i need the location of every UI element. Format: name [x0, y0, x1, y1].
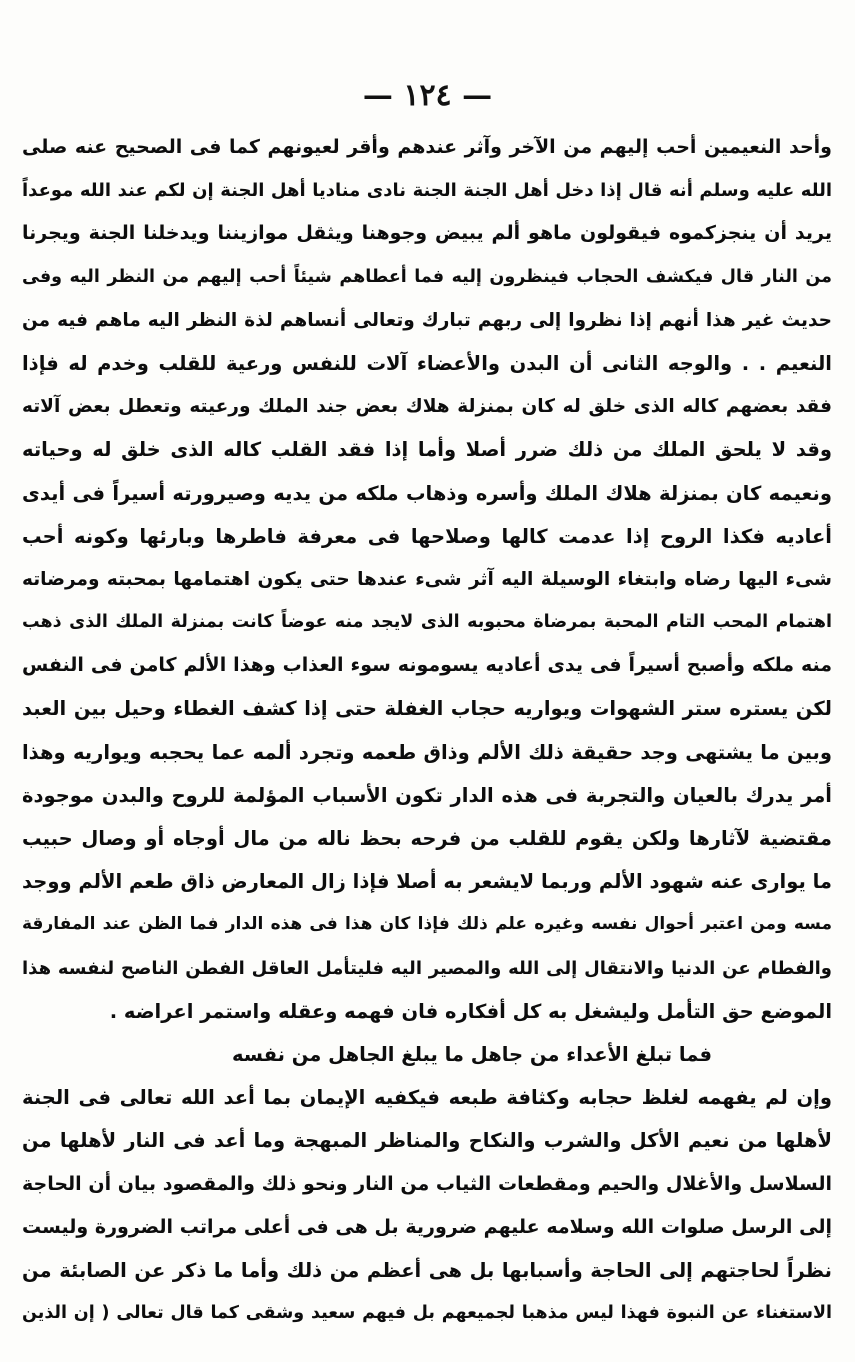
text-line: الموضع حق التأمل وليشغل به كل أفكاره فان فهمه وعقله واستمر اعراضه . [109, 999, 832, 1023]
text-line: النعيم . . والوجه الثانى أن البدن والأعضاء آلات للنفس ورعية للقلب وخدم له فإذا [22, 351, 832, 375]
text-line: من النار قال فيكشف الحجاب فينظرون إليه فما أعطاهم شيئاً أحب إليهم من النظر اليه وفى [22, 266, 832, 287]
text-line: وقد لا يلحق الملك من ذلك ضرر أصلا وأما إذا فقد القلب كاله الذى خلق له وحياته [22, 438, 832, 462]
text-line: فقد بعضهم كاله الذى خلق له كان بمنزلة هلاك بعض جند الملك ورعيته وتعطل بعض آلاته [22, 396, 832, 418]
text-line: ونعيمه كان بمنزلة هلاك الملك وأسره وذهاب ملكه من يديه وصيرورته أسيراً فى أيدى [22, 481, 832, 505]
text-line: لكن يستره ستر الشهوات ويواريه حجاب الغفلة حتى إذا كشف الغطاء وحيل بين العبد [22, 697, 832, 721]
text-line: نظراً لحاجتهم إلى الحاجة وأسبابها بل هى أعظم من ذلك وأما ما ذكر عن الصابئة من [22, 1258, 832, 1282]
text-line: وإن لم يفهمه لغلظ حجابه وكثافة طبعه فيكفيه الإيمان بما أعد الله تعالى فى الجنة [22, 1086, 832, 1110]
text-line: أعاديه فكذا الروح إذا عدمت كالها وصلاحها فى معرفة فاطرها وبارئها وكونه أحب [22, 524, 832, 548]
text-line: لأهلها من نعيم الأكل والشرب والنكاح والمناظر المبهجة وما أعد فى النار لأهلها من [22, 1129, 832, 1153]
text-line: شىء اليها رضاه وابتغاء الوسيلة اليه آثر شىء عندها حتى يكون اهتمامها بمحبته ومرضاته [22, 568, 832, 590]
text-line: وبين ما يشتهى وجد حقيقة ذلك الألم وذاق طعمه وتجرد ألمه عما يحجبه ويواريه وهذا [22, 740, 832, 764]
text-line: السلاسل والأغلال والحيم ومقطعات الثياب من النار ونحو ذلك والمقصود بيان أن الحاجة [22, 1172, 832, 1195]
text-line: الله عليه وسلم أنه قال إذا دخل أهل الجنة الجنة نادى مناديا أهل الجنة إن لكم عند الله موعداً [22, 180, 832, 202]
body-text [22, 126, 832, 1335]
verse-line: فما تبلغ الأعداء من جاهل ما يبلغ الجاهل من نفسه [231, 1042, 713, 1066]
text-line: وأحد النعيمين أحب إليهم من الآخر وآثر عندهم وأقر لعيونهم كما فى الصحيح عنه صلى [22, 136, 832, 158]
text-line: الاستغناء عن النبوة فهذا ليس مذهبا لجميعهم بل فيهم سعيد وشقى كما قال تعالى ( إن الذين [22, 1303, 832, 1324]
text-line: أمر يدرك بالعيان والتجربة فى هذه الدار تكون الأسباب المؤلمة للروح والبدن موجودة [22, 783, 832, 807]
text-line: إلى الرسل صلوات الله وسلامه عليهم ضرورية بل هى فى أعلى مراتب الضرورة وليست [22, 1215, 832, 1238]
text-line: منه ملكه وأصبح أسيراً فى يدى أعاديه يسومونه سوء العذاب وهذا الألم كامن فى النفس [22, 654, 832, 677]
text-line: اهتمام المحب التام المحبة بمرضاة محبوبه الذى لايجد منه عوضاً كانت بمنزلة الملك الذى ذهب [22, 612, 832, 633]
text-line: ما يوارى عنه شهود الألم وربما لايشعر به أصلا فإذا زال المعارض ذاق طعم الألم ووجد [22, 870, 832, 894]
text-line: والفطام عن الدنيا والانتقال إلى الله والمصير اليه فليتأمل العاقل الفطن الناصح لنفسه هذا [22, 957, 832, 979]
text-line: مسه ومن اعتبر أحوال نفسه وغيره علم ذلك فإذا كان هذا فى هذه الدار فما الظن عند المفارقة [22, 914, 832, 935]
text-line: مقتضية لآثارها ولكن يقوم للقلب من فرحه بحظ ناله من مال أوجاه أو وصال حبيب [22, 827, 832, 850]
page-number: — ١٢٤ — [362, 78, 493, 113]
text-line: يريد أن ينجزكموه فيقولون ماهو ألم يبيض وجوهنا ويثقل موازيننا ويدخلنا الجنة ويجرنا [22, 222, 832, 245]
text-line: حديث غير هذا أنهم إذا نظروا إلى ربهم تبارك وتعالى أنساهم لذة النظر اليه ماهم فيه من [22, 309, 832, 331]
